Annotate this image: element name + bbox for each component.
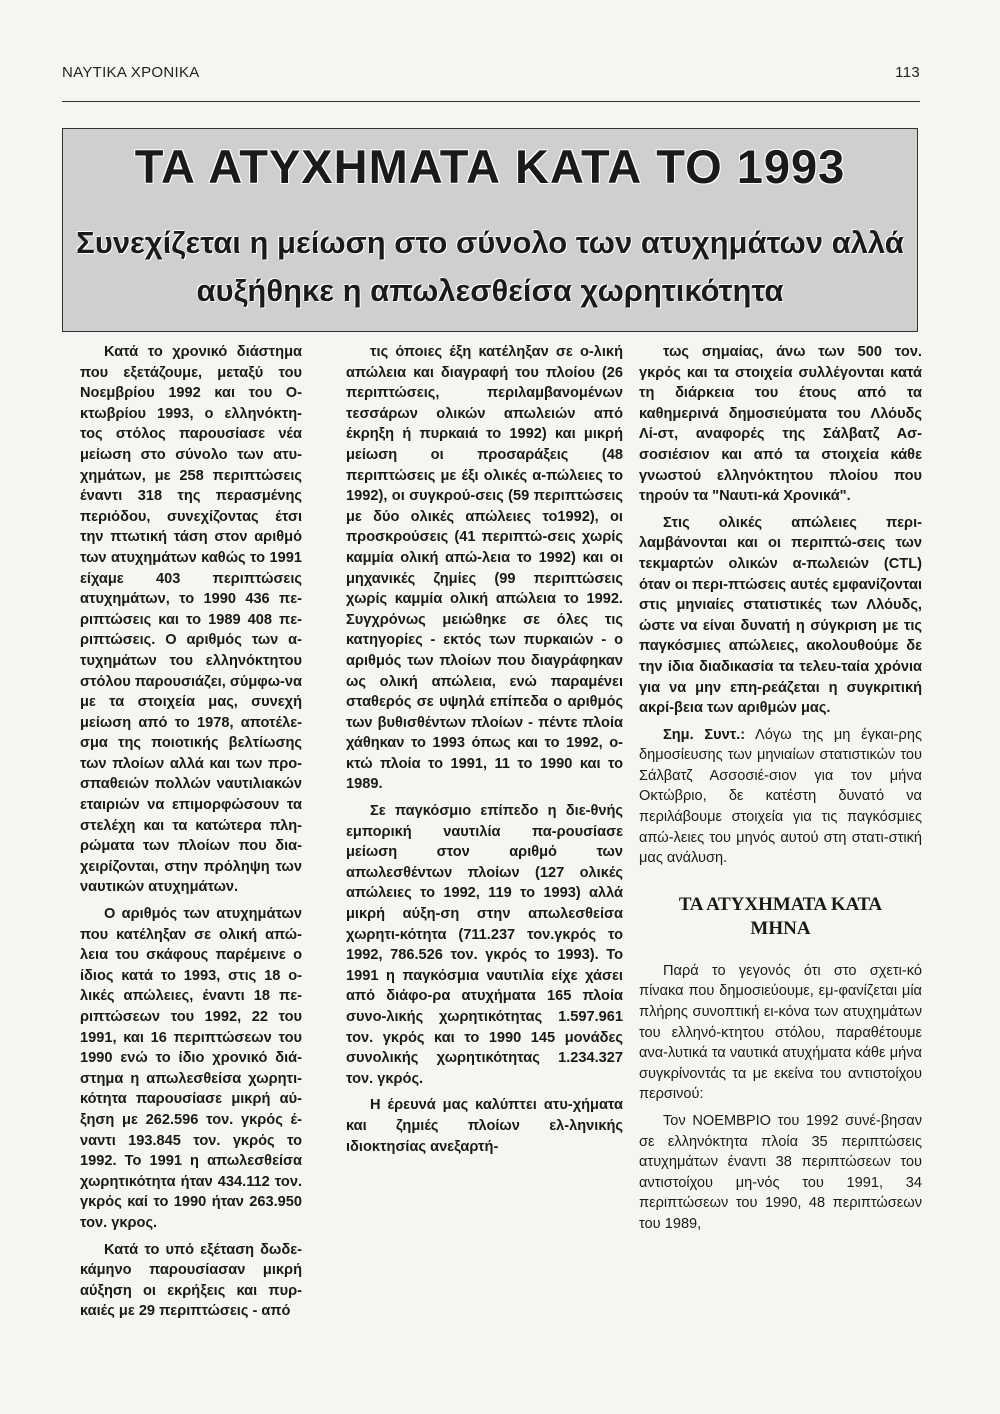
subtitle-line-1: Συνεχίζεται η μείωση στο σύνολο των ατυχημάτων αλλά xyxy=(76,225,904,260)
col2-paragraph-3: Η έρευνά μας καλύπτει ατυ-χήματα και ζημιές πλοίων ελ-ληνικής ιδιοκτησίας ανεξαρτή- xyxy=(346,1097,623,1155)
editor-note-text: Λόγω της μη έγκαι-ρης δημοσίευσης των μηνιαίων στατιστικών του Σάλβατζ Ασσοσιέ-σιον για τον μήνα Οκτώβριο, δε κατέστη δυνατό να περιλάβουμε στοιχεία για τις παγκόσμιες απώ-λειες του μηνός αυτού στη στατι-στική μας ανάλυση. xyxy=(639,726,922,867)
editor-note-label: Σημ. Συντ.: xyxy=(663,726,746,743)
col3-paragraph-2: Στις ολικές απώλειες περι-λαμβάνονται και οι περιπτώ-σεις των τεκμαρτών ολικών α-πωλειών (CTL) όταν οι περι-πτώσεις αυτές εμφανίζονται στις μηνιαίες στατιστικές των Λλόυδς, ώστε να είναι δυνατή η σύγκριση με τις παγκόσμιες απώλειες, ακολουθούμε δε την ίδια διαδικασία τα τελευ-ταία χρόνια για να μην επη-ρεάζεται η συγκριτική ακρί-βεια των αριθμών μας. xyxy=(639,514,922,717)
col1-paragraph-3: Κατά το υπό εξέταση δωδε-κάμηνο παρουσίασαν μικρή αύξηση οι εκρήξεις και πυρ-καιές με 29 περιπτώσεις - από xyxy=(80,1241,302,1320)
section-title xyxy=(639,893,922,941)
article-title: ΤΑ ΑΤΥΧΗΜΑΤΑ ΚΑΤΑ ΤΟ 1993 xyxy=(134,140,846,193)
section-title-line-2: ΜΗΝΑ xyxy=(750,917,811,939)
title-box xyxy=(62,128,918,332)
column-3 xyxy=(639,342,922,1235)
page-header xyxy=(62,64,920,86)
col3-paragraph-4: Τον ΝΟΕΜΒΡΙΟ του 1992 συνέ-βησαν σε ελληνόκτητα πλοία 35 περιπτώσεις ατυχημάτων έναντι 38 περιπτώσεων του αντιστοίχου μη-νός του 1991, 34 περιπτώσεων του 1990, 48 περιπτώσεων του 1989, xyxy=(639,1113,922,1232)
section-title-line-1: ΤΑ ΑΤΥΧΗΜΑΤΑ ΚΑΤΑ xyxy=(678,893,883,915)
column-1 xyxy=(80,342,302,1322)
col1-paragraph-2: Ο αριθμός των ατυχημάτων που κατέληξαν σε ολική απώ-λεια του σκάφους παρέμεινε ο ίδιος κατά το 1993, στις 18 ο-λικές απώλειες, έναντι 18 πε-ριπτώσεων του 1992, 22 του 1991, και 16 περιπτώσεων του 1990 ενώ το ίδιο χρονικό διά-στημα η απωλεσθείσα χωρητι-κότητα παρουσίασε μικρή αύ-ξηση με 262.596 τον. γκρός έ-ναντι 193.845 τον. γκρός το 1992. Το 1991 η απωλεσθείσα χωρητικότητα ήταν 434.112 τον. γκρός καί το 1990 ήταν 263.950 τον. γκρος. xyxy=(80,906,302,1231)
article-subtitle xyxy=(63,219,917,315)
editor-note xyxy=(639,725,922,869)
subtitle-line-2: αυξήθηκε η απωλεσθείσα χωρητικότητα xyxy=(196,273,784,308)
header-rule xyxy=(62,101,920,102)
column-2 xyxy=(346,342,623,1157)
page-number: 113 xyxy=(895,64,920,81)
col1-paragraph-1: Κατά το χρονικό διάστημα που εξετάζουμε, μεταξύ του Νοεμβρίου 1992 και του Ο-κτωβρίου 1993, ο ελληνόκτη-τος στόλος παρουσίασε νέα μείωση στο σύνολο των ατυ-χημάτων, με 258 περιπτώσεις έναντι 318 της περασμένης περιόδου, συνεχίζοντας έτσι την πτωτική τάση στον αριθμό των ατυχημάτων καθώς το 1991 είχαμε 403 περιπτώσεις ατυχημάτων, το 1990 436 πε-ριπτώσεις και το 1989 408 πε-ριπτώσεις. Ο αριθμός των α-τυχημάτων του ελληνόκτητου στόλου παρουσιάζει, σύμφω-να με τα στοιχεία μας, συνεχή μείωση από το 1978, αποτέλε-σμα της ποιοτικής βελτίωσης των πλοίων αλλά και των προ-σπαθειών πολλών ναυτιλιακών εταιριών να επιμορφώσουν τα στελέχη και τα κατώτερα πλη-ρώματα των πλοίων που δια-χειρίζονται, στην πρόληψη των ναυτικών ατυχημάτων. xyxy=(80,344,302,896)
col2-paragraph-1: τις όποιες έξη κατέληξαν σε ο-λική απώλεια και διαγραφή του πλοίου (26 περιπτώσεις, περιλαμβανομένων τεσσάρων ολικών απωλειών από έκρηξη ή πυρκαιά το 1992) και μικρή μείωση οι προσαράξεις (48 περιπτώσεις με έξι ολικές α-πώλειες το 1992), οι συγκρού-σεις (59 περιπτώσεις με δύο ολικές απώλειες το1992), οι προσκρούσεις (41 περιπτώ-σεις χωρίς καμμία ολική απώ-λεια το 1992) και οι μηχανικές ζημίες (99 περιπτώσεις χωρίς καμμία ολική απώλεια το 1992. Συγχρόνως μειώθηκε σε όλες τις κατηγορίες - εκτός των πυρκαιών - ο αριθμός των πλοίων που διαγράφηκαν ως ολική απώλεια, ενώ παραμένει σταθερός σε υψηλά επίπεδα ο αριθμός των βυθισθέντων πλοίων - πέντε πλοία χάθηκαν το 1993 όπως και το 1992, ο-κτώ πλοία το 1991, 11 το 1990 και το 1989. xyxy=(346,344,623,793)
col3-paragraph-3: Παρά το γεγονός ότι στο σχετι-κό πίνακα που δημοσιεύουμε, εμ-φανίζεται μία πλήρης συνοπτική ει-κόνα των ατυχημάτων του ελληνό-κτητου στόλου, παραθέτουμε ανα-λυτικά τα ναυτικά ατυχήματα κάθε μήνα συγκρίνοντάς τα με εκείνα του αντιστοίχου περσινού: xyxy=(639,962,922,1103)
col3-paragraph-1: τως σημαίας, άνω των 500 τον. γκρός και τα στοιχεία συλλέγονται κατά τη διάρκεια του έτους από τα καθημερινά δημοσιεύματα του Λλόυδς Λί-στ, αναφορές της Σάλβατζ Ασ-σοσιέσιον και από τα στοιχεία κάθε γνωστού ελληνόκτητου πλοίου που τηρούν τα "Ναυτι-κά Χρονικά". xyxy=(639,344,922,505)
journal-name: ΝΑΥΤΙΚΑ ΧΡΟΝΙΚΑ xyxy=(62,64,200,81)
col2-paragraph-2: Σε παγκόσμιο επίπεδο η διε-θνής εμπορική ναυτιλία πα-ρουσίασε μείωση στον αριθμό των απωλεσθέντων πλοίων (127 ολικές απώλειες το 1992, 119 το 1993) αλλά μικρή αύξη-ση στην απωλεσθείσα χωρητι-κότητα (711.237 τον.γκρός το 1992, 786.526 τον. γκρός το 1993). Το 1991 η παγκόσμια ναυτιλία είχε χάσει από διάφο-ρα ατυχήματα 165 πλοία συνο-λικής χωρητικότητας 1.597.961 τον. γκρός και το 1990 145 μονάδες συνολικής χωρητικότητας 1.234.327 τον. γκρός. xyxy=(346,803,623,1087)
